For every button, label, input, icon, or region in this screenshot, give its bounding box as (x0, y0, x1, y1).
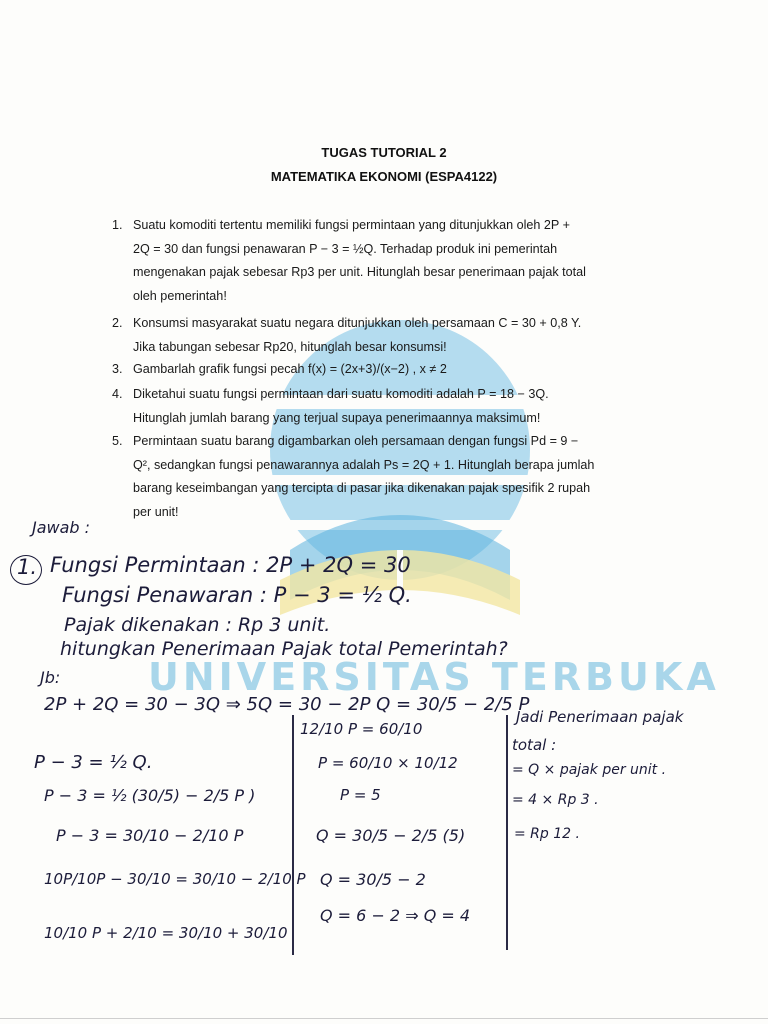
work-mid-step: Q = 30/5 − 2 (320, 870, 426, 889)
work-mid-step: 12/10 P = 60/10 (300, 720, 423, 738)
question-line: Diketahui suatu fungsi permintaan dari suatu komoditi adalah P = 18 − 3Q. (133, 387, 549, 401)
question-line: mengenakan pajak sebesar Rp3 per unit. Hitunglah besar penerimaan pajak total (133, 265, 586, 279)
given-supply-function: Fungsi Penawaran : P − 3 = ½ Q. (62, 583, 412, 607)
answer-number: 1. (17, 555, 38, 579)
question-line: Suatu komoditi tertentu memiliki fungsi permintaan yang ditunjukkan oleh 2P + (133, 218, 570, 232)
conclusion-line: = Rp 12 . (514, 826, 580, 842)
conclusion-line: total : (512, 736, 557, 754)
work-left-step: 10P/10P − 30/10 = 30/10 − 2/10 P (44, 870, 306, 888)
conclusion-line: = Q × pajak per unit . (512, 762, 667, 778)
question-number: 5. (112, 434, 123, 448)
work-mid-step: Q = 6 − 2 ⇒ Q = 4 (320, 906, 471, 925)
column-divider-left (292, 715, 294, 955)
question-number: 1. (112, 218, 123, 232)
work-mid-step: P = 60/10 × 10/12 (318, 754, 458, 772)
question-1 (112, 214, 702, 308)
question-2 (112, 312, 702, 359)
substitution-line: 2P + 2Q = 30 − 3Q ⇒ 5Q = 30 − 2P Q = 30/5 − 2/5 P (44, 694, 530, 715)
question-line: Q², sedangkan fungsi penawarannya adalah Ps = 2Q + 1. Hitunglah berapa jumlah (133, 457, 595, 472)
course-title: MATEMATIKA EKONOMI (ESPA4122) (270, 169, 498, 184)
question-line: barang keseimbangan yang tercipta di pasar jika dikenakan pajak spesifik 2 rupah (133, 481, 591, 495)
column-divider-right (506, 715, 508, 950)
question-3 (112, 358, 702, 382)
answer-label: Jawab : (32, 518, 91, 537)
question-number: 3. (112, 362, 123, 376)
work-left-step: P − 3 = ½ (30/5) − 2/5 P ) (44, 786, 256, 805)
work-left-step: P − 3 = ½ Q. (34, 752, 153, 773)
asked-question: hitungkan Penerimaan Pajak total Pemerintah? (60, 638, 508, 660)
given-demand-function: Fungsi Permintaan : 2P + 2Q = 30 (50, 553, 411, 577)
conclusion-line: = 4 × Rp 3 . (512, 792, 599, 808)
conclusion-line: Jadi Penerimaan pajak (516, 708, 684, 726)
question-5 (112, 430, 702, 524)
work-mid-step: Q = 30/5 − 2/5 (5) (316, 826, 466, 845)
page-edge (0, 1018, 768, 1019)
question-4 (112, 383, 702, 430)
question-number: 4. (112, 387, 123, 401)
question-line: oleh pemerintah! (133, 288, 227, 303)
given-tax: Pajak dikenakan : Rp 3 unit. (64, 614, 331, 636)
work-left-step: 10/10 P + 2/10 = 30/10 + 30/10 (44, 924, 288, 942)
question-line: per unit! (133, 504, 179, 519)
work-left-step: P − 3 = 30/10 − 2/10 P (56, 826, 244, 845)
question-line: Permintaan suatu barang digambarkan oleh persamaan dengan fungsi Pd = 9 − (133, 434, 579, 448)
question-line: Konsumsi masyarakat suatu negara ditunjukkan oleh persamaan C = 30 + 0,8 Y. (133, 316, 582, 330)
question-line: Jika tabungan sebesar Rp20, hitunglah besar konsumsi! (133, 339, 447, 354)
question-line: 2Q = 30 dan fungsi penawaran P − 3 = ½Q. Terhadap produk ini pemerintah (133, 241, 558, 256)
work-mid-step: P = 5 (340, 786, 381, 804)
question-line: Gambarlah grafik fungsi pecah f(x) = (2x+3)/(x−2) , x ≠ 2 (133, 362, 447, 376)
question-number: 2. (112, 316, 123, 330)
solution-label: Jb: (40, 668, 61, 687)
question-line: Hitunglah jumlah barang yang terjual supaya penerimaannya maksimum! (133, 410, 541, 425)
watermark-text: UNIVERSITAS TERBUKA (148, 655, 720, 699)
document-title: TUGAS TUTORIAL 2 (321, 145, 447, 160)
